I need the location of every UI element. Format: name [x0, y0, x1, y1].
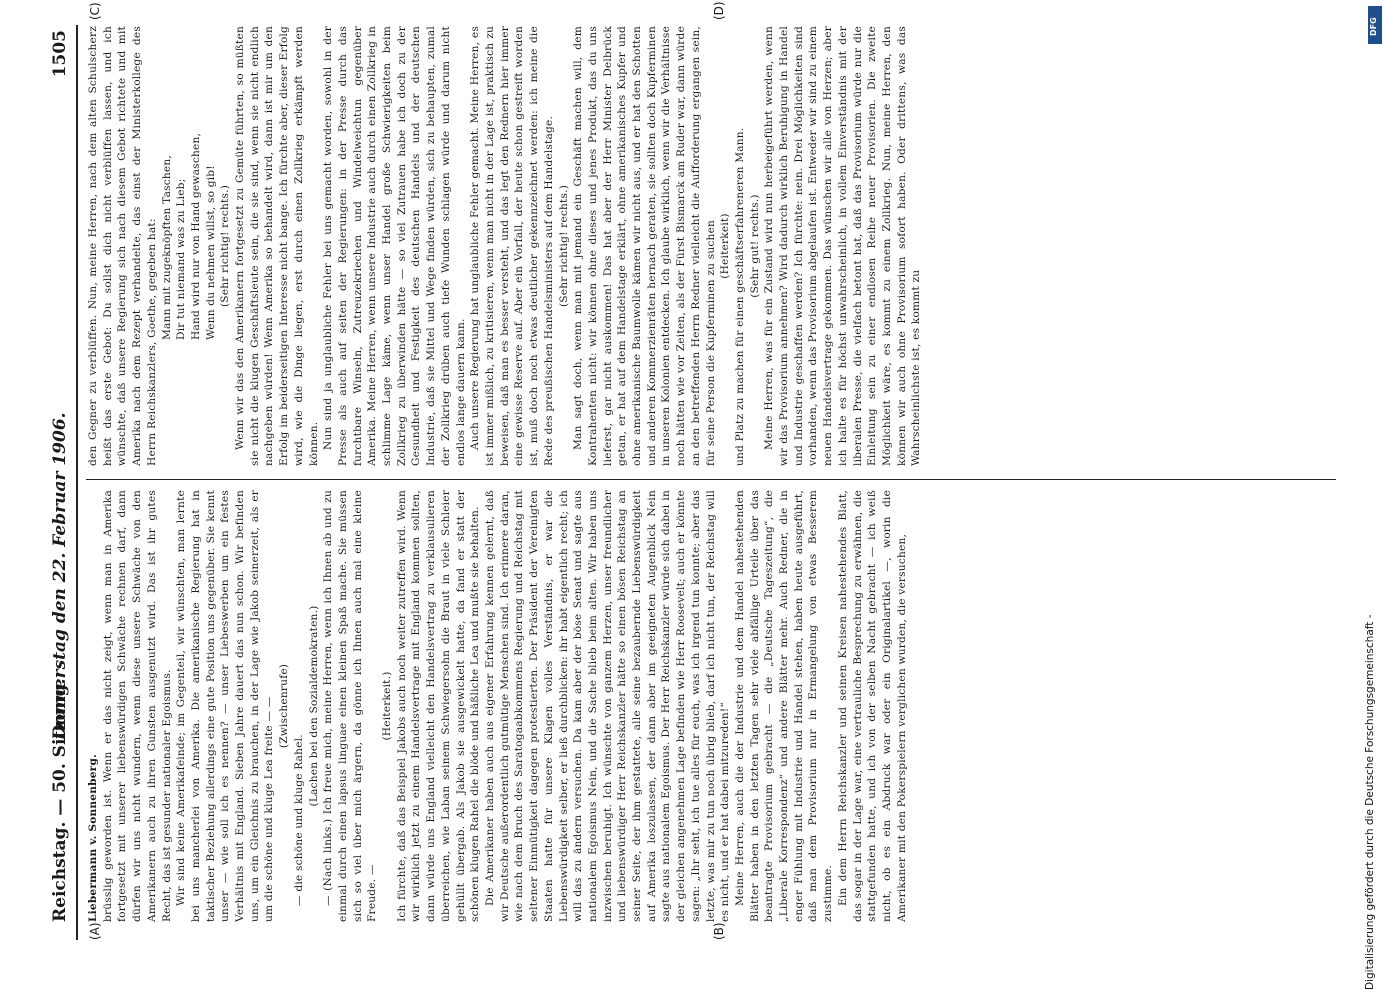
paragraph: Meine Herren, was für ein Zustand wird nun herbeigeführt werden, wenn wir das Provisorium annehmen? Wird dadurch wirklich Beruhigung in Handel und Industrie geschaffen werden? Ich fürchte: nein. Drei Möglichkeiten sind vorhanden, wenn das Provisorium abgelaufen ist. Entweder wir sind zu einem neuen Handelsvertrage gekommen. Das wünschen wir alle von Herzen; aber ich halte es für höchst unwahrscheinlich, in vollem Einverständnis mit der liberalen Presse, die vielfach betont hat, daß das Provisorium würde nur die Einleitung sein zu einer endlosen Reihe neuer Provisorien. Die zweite Möglichkeit wäre, es kommt zu einem Zollkrieg. Nun, meine Herren, den können wir auch ohne Provisorium sofort haben. Oder drittens, was das Wahrscheinlichste ist, es kommt zu [763, 26, 923, 466]
paragraph: — die schöne und kluge Rahel. [292, 734, 305, 906]
paragraph: und Platz zu machen für einen geschäftserfahreneren Mann. [733, 127, 746, 466]
digitization-credit [1358, 0, 1383, 1000]
paragraph: Auch unsere Regierung hat unglaubliche Fehler gemacht. Meine Herren, es ist immer mißlich, zu kritisieren, wenn man nicht in der Lage ist, praktisch zu beweisen, daß man es besser versteht, und das legt den Rednern hier immer eine gewisse Reserve auf. Aber ein Vorfall, der heute schon gestreift worden ist, muß doch noch etwas deutlicher gekennzeichnet werden: ich meine die Rede des preußischen Handelsministers auf dem Handelstage. [469, 26, 555, 466]
right-column [86, 26, 1346, 466]
paragraph: Wenn wir das den Amerikanern fortgesetzt zu Gemüte führten, so müßten sie nicht die klugen Geschäftsleute sein, die sie sind, wenn sie nicht endlich nachgeben würden! Wenn Amerika so behandelt wird, dann ist mir um den Erfolg im beiderseitigen Interesse nicht bange. Ich fürchte aber, dieser Erfolg wird, wie die Dinge liegen, erst durch einen Zollkrieg erkämpft werden können. [234, 26, 320, 466]
header-rule [76, 25, 78, 940]
paragraph: brüsslig geworden ist. Wenn er das nicht zeigt, wenn man in Amerika fortgesetzt mit unserer liebenswürdigen Schwäche rechnen darf, dann dürfen wir uns nicht wundern, wenn diese unsere Schwäche von den Amerikanern auch zu ihren Gunsten ausgenutzt wird. Das ist ihr gutes Recht, das ist gesunder nationaler Egoismus. [101, 490, 173, 922]
interjection: (Sehr richtig! rechts.) [219, 184, 232, 308]
left-column [86, 490, 1346, 922]
interjection: (Heiterkeit.) [381, 671, 394, 741]
poem-line: Mann mit zugeknöpften Taschen, [160, 155, 173, 340]
paragraph: Wir sind keine Amerikafeinde; im Gegenteil, wir wünschten, man lernte bei uns mancherlei von Amerika. Die amerikanische Regierung hat in taktischer Beziehung allerdings eine gute Position uns gegenüber. Sie kennt unser — wie soll ich es nennen? — unser Liebeswerben um ein festes Verhältnis mit England. Sieben Jahre dauert das nun schon. Wir befinden uns, um ein Gleichnis zu brauchen, in der Lage wie Jakob seinerzeit, als er um die schöne und kluge Lea freite — — [175, 490, 276, 922]
header-date: Donnerstag den 22. Februar 1906. [50, 412, 70, 740]
dfg-logo [1368, 6, 1382, 44]
header-left: Reichstag. — 50. Sitzung. [50, 678, 70, 922]
margin-marker-d: (D) [712, 1, 726, 20]
poem-line: Dir tut niemand was zu Lieb; [175, 178, 188, 340]
paragraph: Meine Herren, auch die der Industrie und dem Handel nahestehenden Blätter haben in den letzten Tagen sehr viele abfällige Urteile über das beantragte Provisorium gebracht — die „Deutsche Tageszeitung“, die „Liberale Korrespondenz“ und andere Blätter mehr. Auch Redner, die in enger Fühlung mit Industrie und Handel stehen, haben heute ausgeführt, daß man dem Provisorium nur in Ermangelung von etwas Besserem zustimme. [733, 490, 835, 922]
page-header [48, 0, 76, 1000]
interjection: (Lachen bei den Sozialdemokraten.) [307, 605, 320, 807]
poem-line: Wenn du nehmen willst, so gib! [204, 165, 217, 340]
paragraph: Die Amerikaner haben auch aus eigener Erfahrung kennen gelernt, daß wir Deutsche außerordentlich gutmütige Menschen sind. Ich erinnere daran, wie nach dem Bruch des Saratogaabkommens Regierung und Reichstag mit seltener Einmütigkeit dagegen protestierten. Der Präsident der Vereinigten Staaten hatte für unsere Klagen volles Verständnis, er war die Liebenswürdigkeit selber, er ließ durchblicken: ihr habt eigentlich recht; ich will das zu ändern versuchen. Da kam aber der böse Senat und sagte aus nationalem Egoismus Nein, und die Sache blieb beim alten. Wir haben uns inzwischen beruhigt. Ich wünschte von ganzem Herzen, unser freundlicher und liebenswürdiger Herr Reichskanzler hätte so einen bösen Reichstag an seiner Seite, der ihm gestattete, alle seine bezaubernde Liebenswürdigkeit auf Amerika loszulassen, der dann aber im geeigneten Augenblick Nein sagte aus nationalem Egoismus. Der Herr Reichskanzler würde sich dabei in der gleichen angenehmen Lage befinden wie Herr Roosevelt; auch er könnte sagen: „Ihr seht, ich tue alles für euch, was ich irgend tun konnte; aber das letzte, was mir zu tun noch übrig blieb, darf ich nicht tun, der Reichstag will es nicht, und er hat dabei mitzureden!“ [483, 490, 732, 922]
poem-line: Hand wird nur von Hand gewaschen, [189, 132, 202, 340]
paragraph: Ich fürchte, daß das Beispiel Jakobs auch noch weiter zutreffen wird. Wenn wir wirklich jetzt zu einem Handelsvertrage mit England kommen sollten, dann würde uns England vielleicht den Handelsvertrag zu verklausulieren überreichen, wie Laban seinem Schwiegersohn die Braut in viele Schleier gehüllt übergab. Als Jakob sie ausgewickelt hatte, da fand er statt der schönen klugen Rahel die blöde und häßliche Lea und mußte sie behalten. [395, 490, 482, 922]
margin-marker-c: (C) [88, 2, 102, 20]
paragraph: — (Nach links.) Ich freue mich, meine Herren, wenn ich Ihnen ab und zu einmal durch einen lapsus linguae einen kleinen Spaß mache. Sie müssen sich so viel über mich ärgern, da gönne ich Ihnen auch mal eine kleine Freude. — [322, 490, 379, 922]
interjection: (Sehr richtig! rechts.) [557, 184, 570, 308]
interjection: (Zwischenrufe) [278, 663, 291, 749]
credit-text: Digitalisierung gefördert durch die Deutsche Forschungsgemeinschaft - [1364, 614, 1376, 990]
paragraph: Nun sind ja unglaubliche Fehler bei uns gemacht worden, sowohl in der Presse als auch auf seiten der Regierungen: in der Presse durch das furchtbare Winseln, Zutreuzekriechen und Windelweichtun gegenüber Amerika. Meine Herren, wenn unsere Industrie auch durch einen Zollkrieg in schlimme Lage käme, wenn unser Handel große Schwierigkeiten beim Zollkrieg zu überwinden hätte — so viel Zutrauen habe ich doch zu der Gesundheit und Festigkeit des deutschen Handels und der deutschen Industrie, daß sie Mittel und Wege finden würden, sich zu behaupten, zumal der Zollkrieg drüben auch tiefe Wunden schlagen würde und darum nicht endlos lange dauern kann. [322, 26, 467, 466]
page-number: 1505 [50, 30, 70, 78]
paragraph: Ein dem Herrn Reichskanzler und seinen Kreisen nahestehendes Blatt, das sogar in der Lage war, eine vertrauliche Besprechung zu erwähnen, die stattgefunden hatte, und ich von der selben Nacht gebracht — ich weiß nicht, ob es ein Abdruck war oder ein Originalartikel —, worin die Amerikaner mit den Pokerspielern verglichen wurden, die versuchen, [836, 490, 908, 922]
column-divider [86, 479, 1336, 480]
interjection: (Heiterkeit) [719, 213, 732, 279]
speaker-name: Liebermann v. Sonnenberg. [87, 754, 99, 922]
paragraph: Man sagt doch, wenn man mit jemand ein Geschäft machen will, dem Kontrahenten nicht: wir können ohne dieses und jenes Produkt, das du uns lieferst, gar nicht auskommen! Das hat aber der Herr Minister Delbrück getan, er hat auf dem Handelstage erklärt, ohne amerikanisches Kupfer und ohne amerikanische Baumwolle kämen wir nicht aus, und er hat den Schotten und anderen Kommerzienräten hernach geraten, sie sollten doch Kupferminen in unseren Kolonien entdecken. Ich glaube wirklich, wenn wir die Verhältnisse noch hätten wie vor Zeiten, als der Fürst Bismarck am Ruder war, dann würde an den betreffenden Herrn Redner vielleicht die Aufforderung ergangen sein, für seine Person die Kupferminen zu suchen [572, 26, 717, 466]
dfg-logo-text: DFG [1369, 17, 1378, 36]
interjection: (Sehr gut! rechts.) [748, 194, 761, 298]
margin-marker-a: (A) [88, 922, 102, 940]
paragraph: den Gegner zu verblüffen. Nun, meine Herren, nach dem alten Schulscherz heißt das erste Gebot: Du sollst dich nicht verblüffen lassen, und ich wünschte, daß unsere Regierung sich nach diesem Gebot richtete und mit Amerika nach dem Rezept verhandelte, das einst der Ministerkollege des Herrn Reichskanzlers, Goethe, gegeben hat: [87, 26, 158, 466]
margin-marker-b: (B) [712, 922, 726, 940]
